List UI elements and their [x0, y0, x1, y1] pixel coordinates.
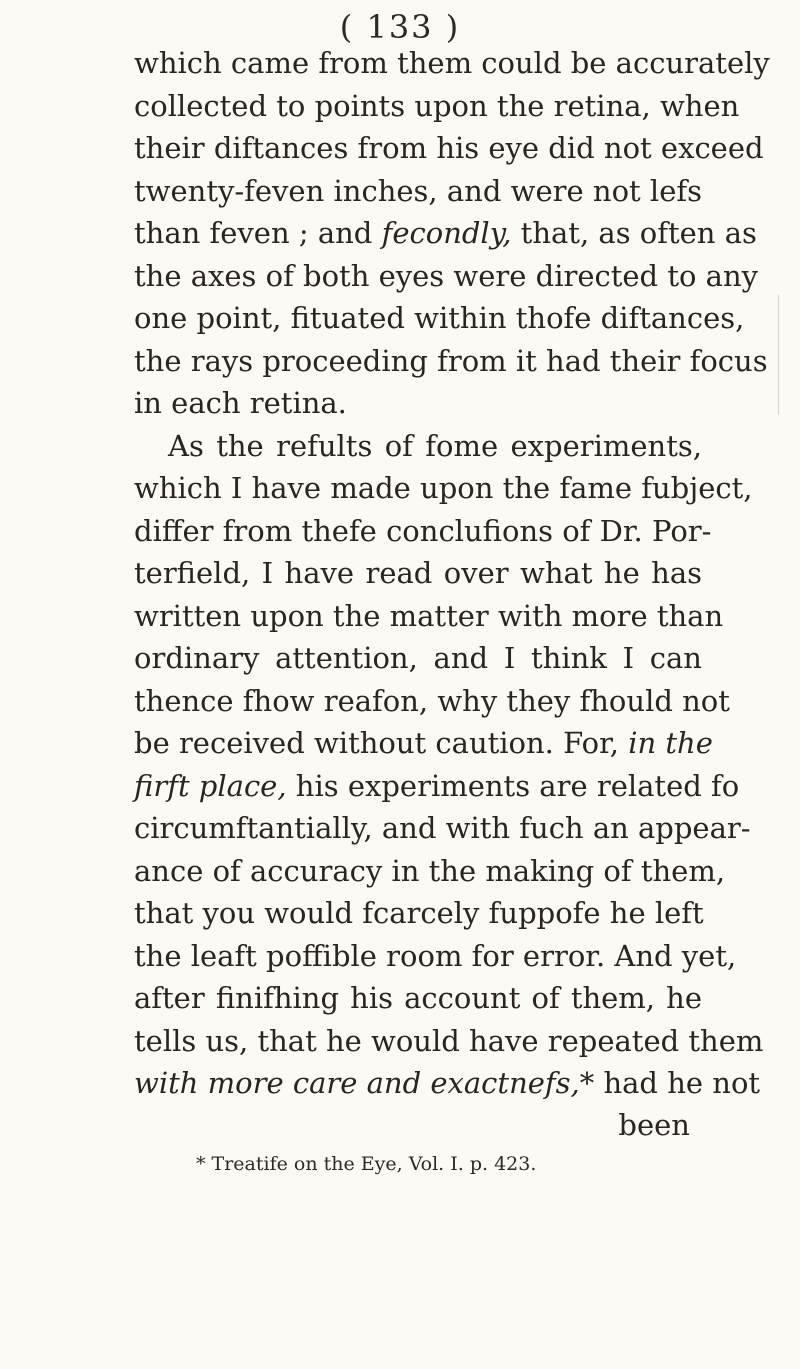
text-line	[134, 510, 712, 553]
line-text: that, as often as	[511, 216, 757, 250]
text-line	[134, 680, 730, 723]
italic-text: fecondly,	[381, 216, 512, 250]
body-text	[134, 42, 770, 1142]
text-line	[134, 637, 702, 680]
line-text: thence fhow reafon, why they fhould not	[134, 683, 730, 718]
text-line	[134, 892, 702, 935]
catchword	[134, 1105, 702, 1142]
text-line	[134, 850, 726, 893]
italic-text: firft place,	[134, 768, 287, 803]
text-line	[134, 85, 740, 128]
text-line	[134, 1020, 764, 1063]
paragraph-start-line	[134, 425, 702, 468]
catchword-text: been	[618, 1107, 690, 1142]
line-text: their diftances from his eye did not exceed	[134, 131, 764, 165]
line-text: which I have made upon the fame fubject,	[134, 471, 753, 505]
text-line	[134, 297, 745, 340]
text-line	[134, 977, 702, 1020]
text-line	[134, 765, 740, 808]
footnote: * Treatife on the Eye, Vol. I. p. 423.	[196, 1153, 537, 1175]
italic-text: with more care and exactnefs,	[134, 1066, 580, 1100]
line-text: after finifhing his account of them, he	[134, 981, 702, 1015]
text-line	[134, 467, 753, 510]
page-number: ( 133 )	[339, 8, 461, 46]
text-line	[134, 807, 751, 850]
text-line	[134, 722, 713, 765]
margin-rule	[778, 295, 779, 415]
line-text: twenty-feven inches, and were not lefs	[134, 173, 702, 208]
text-line	[134, 127, 764, 170]
line-text: be received without caution. For,	[134, 726, 629, 760]
line-text: As the refults of fome experiments,	[168, 428, 702, 463]
text-line	[134, 552, 702, 595]
line-text: terfield, I have read over what he has	[134, 556, 702, 590]
line-text: ance of accuracy in the making of them,	[134, 853, 726, 888]
line-text: written upon the matter with more than	[134, 598, 724, 633]
line-text: his experiments are related fo	[286, 768, 740, 803]
line-text: the leaft poffible room for error. And yet,	[134, 938, 737, 973]
italic-text: in the	[628, 726, 713, 760]
line-text: tells us, that he would have repeated them	[134, 1023, 764, 1058]
line-text: that you would fcarcely fuppofe he left	[134, 896, 704, 930]
line-text: circumftantially, and with fuch an appear-	[134, 811, 751, 845]
line-text: in each retina.	[134, 386, 347, 420]
line-text: than feven ; and	[134, 216, 382, 250]
text-line	[134, 42, 770, 85]
footnote-marker: *	[579, 1066, 595, 1100]
line-text: the axes of both eyes were directed to any	[134, 258, 759, 293]
text-line	[134, 935, 737, 978]
line-text: differ from thefe conclufions of Dr. Por-	[134, 513, 712, 548]
line-text: had he not	[594, 1066, 761, 1100]
line-text: collected to points upon the retina, when	[134, 88, 740, 123]
text-line	[134, 170, 702, 213]
text-line	[134, 1062, 761, 1105]
text-line	[134, 340, 768, 383]
line-text: one point, fituated within thofe diftances,	[134, 301, 745, 335]
line-text: which came from them could be accurately	[134, 46, 770, 80]
text-line	[134, 595, 724, 638]
line-text: ordinary attention, and I think I can	[134, 641, 702, 675]
text-line	[134, 255, 759, 298]
line-text: the rays proceeding from it had their focus	[134, 343, 768, 378]
text-line	[134, 212, 757, 255]
text-line	[134, 382, 702, 425]
